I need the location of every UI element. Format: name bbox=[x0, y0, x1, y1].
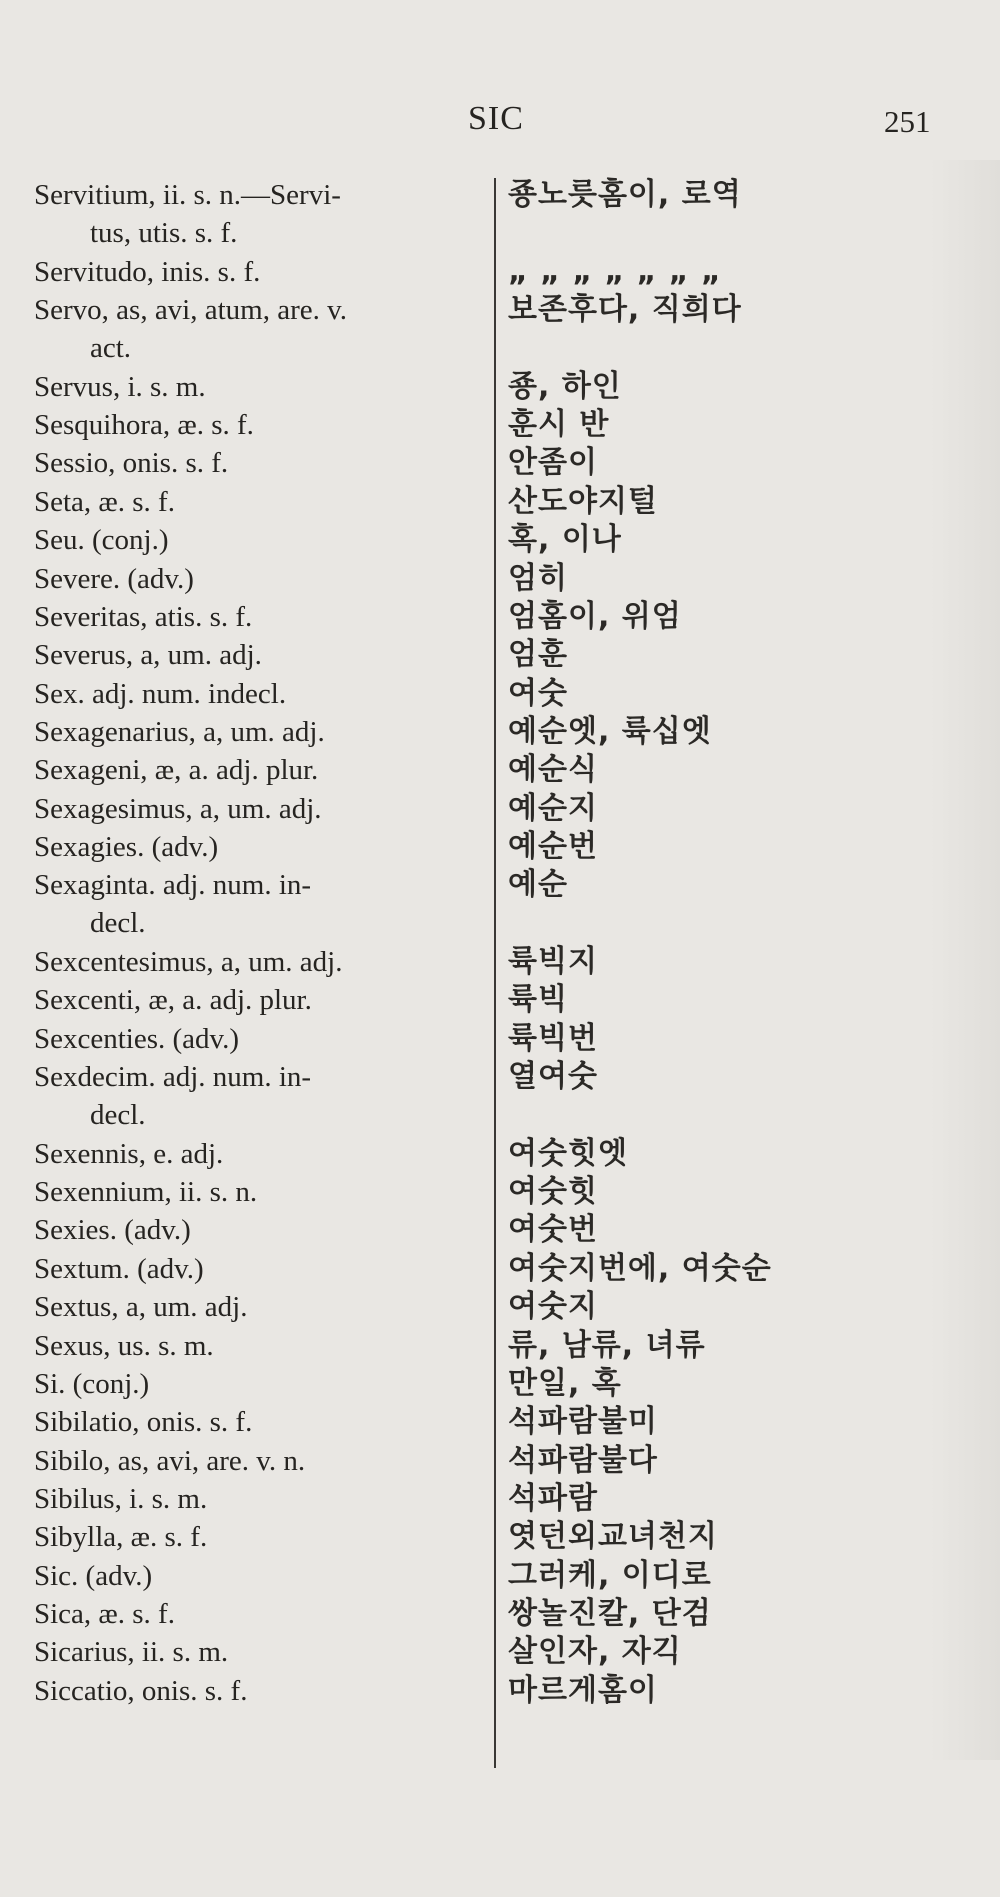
korean-definition: 엄홈이, 위엄 bbox=[508, 598, 682, 634]
latin-headword bbox=[34, 790, 489, 828]
latin-text: Sex. adj. num. indecl. bbox=[34, 677, 287, 710]
latin-headword bbox=[34, 1633, 489, 1671]
latin-text: Sibilus, i. s. m. bbox=[34, 1482, 208, 1515]
korean-definition: 여숫힛엣 bbox=[508, 1135, 628, 1171]
korean-definition: 예순엣, 륙십엣 bbox=[508, 713, 712, 749]
latin-text: Sic. (adv.) bbox=[34, 1559, 153, 1592]
latin-headword bbox=[34, 1672, 489, 1710]
korean-definition: 산도야지털 bbox=[508, 483, 658, 519]
latin-text: Sica, æ. s. f. bbox=[34, 1597, 175, 1630]
latin-text: Seu. (conj.) bbox=[34, 524, 169, 557]
latin-text: Sexennis, e. adj. bbox=[34, 1137, 224, 1170]
latin-text: Servus, i. s. m. bbox=[34, 370, 206, 403]
korean-definition: 마르게홈이 bbox=[508, 1672, 658, 1708]
latin-text: Sexcenti, æ, a. adj. plur. bbox=[34, 984, 312, 1017]
latin-text: Sexagesimus, a, um. adj. bbox=[34, 792, 322, 825]
latin-headword bbox=[34, 598, 489, 636]
latin-text: Sesquihora, æ. s. f. bbox=[34, 409, 254, 442]
latin-continuation: decl. bbox=[90, 1099, 146, 1132]
korean-definition: 예순번 bbox=[508, 828, 598, 864]
korean-definition: 여숫지 bbox=[508, 1289, 598, 1325]
latin-text: Sicarius, ii. s. m. bbox=[34, 1636, 229, 1669]
latin-headword bbox=[34, 1211, 489, 1249]
korean-definition: 여숫힛 bbox=[508, 1174, 598, 1210]
latin-headword bbox=[34, 1365, 489, 1403]
latin-headword bbox=[34, 1327, 489, 1365]
korean-definition: 예순 bbox=[508, 867, 568, 903]
latin-text: Si. (conj.) bbox=[34, 1367, 150, 1400]
korean-definition: 죵노릇홈이, 로역 bbox=[508, 177, 742, 212]
korean-definition: 류, 남류, 녀류 bbox=[508, 1327, 706, 1363]
korean-definition: 여숫 bbox=[508, 675, 568, 711]
latin-text: Severus, a, um. adj. bbox=[34, 639, 262, 672]
korean-definition: 열여숫 bbox=[508, 1059, 598, 1095]
korean-definition: 그러케, 이디로 bbox=[508, 1557, 712, 1593]
latin-text: Sexageni, æ, a. adj. plur. bbox=[34, 754, 319, 787]
latin-headword bbox=[34, 1518, 489, 1556]
running-head: SIC bbox=[468, 100, 524, 137]
korean-definition: 석파람 bbox=[508, 1480, 598, 1516]
latin-headword bbox=[34, 1135, 489, 1173]
latin-headword bbox=[34, 1595, 489, 1633]
korean-definition: 살인자, 자긱 bbox=[508, 1634, 682, 1670]
korean-definition: 안좀이 bbox=[508, 445, 598, 481]
latin-text: Sexus, us. s. m. bbox=[34, 1329, 214, 1362]
latin-text: Sibylla, æ. s. f. bbox=[34, 1521, 208, 1554]
korean-definition: 여숫지번에, 여숫순 bbox=[508, 1250, 772, 1286]
korean-definition: 쌍놀진칼, 단검 bbox=[508, 1595, 712, 1631]
latin-text: Sexaginta. adj. num. in- bbox=[34, 869, 312, 902]
korean-definition: 혹, 이나 bbox=[508, 522, 622, 558]
korean-definition: 석파람불다 bbox=[508, 1442, 658, 1478]
korean-definition: 죵, 하인 bbox=[508, 368, 622, 404]
korean-definition: 륙빅번 bbox=[508, 1020, 598, 1056]
latin-continuation: act. bbox=[90, 332, 132, 365]
latin-text: Sessio, onis. s. f. bbox=[34, 447, 229, 480]
latin-text: Sibilo, as, avi, are. v. n. bbox=[34, 1444, 306, 1477]
korean-definition: 륙빅지 bbox=[508, 944, 598, 979]
latin-text: Sexies. (adv.) bbox=[34, 1214, 191, 1247]
latin-continuation: decl. bbox=[90, 907, 146, 940]
korean-definition: 엄훈 bbox=[508, 637, 568, 673]
korean-definition: 석파람불미 bbox=[508, 1404, 658, 1440]
latin-headword bbox=[34, 176, 489, 252]
latin-continuation: tus, utis. s. f. bbox=[90, 217, 238, 249]
korean-definition: 만일, 혹 bbox=[508, 1365, 622, 1401]
latin-headword bbox=[34, 943, 489, 981]
latin-text: Siccatio, onis. s. f. bbox=[34, 1674, 248, 1707]
latin-text: Severe. (adv.) bbox=[34, 562, 194, 595]
latin-headword bbox=[34, 406, 489, 444]
latin-text: Sexdecim. adj. num. in- bbox=[34, 1061, 312, 1094]
latin-headword bbox=[34, 1480, 489, 1518]
latin-headword bbox=[34, 1020, 489, 1058]
korean-definition: 훈시 반 bbox=[508, 407, 610, 443]
latin-headword bbox=[34, 828, 489, 866]
latin-headword bbox=[34, 483, 489, 521]
latin-headword bbox=[34, 981, 489, 1019]
latin-headword bbox=[34, 1058, 489, 1134]
latin-text: Sexcenties. (adv.) bbox=[34, 1022, 240, 1055]
latin-text: Sextus, a, um. adj. bbox=[34, 1291, 248, 1324]
latin-headword bbox=[34, 1557, 489, 1595]
korean-definition: „ „ „ „ „ „ „ bbox=[508, 253, 722, 289]
latin-text: Sextum. (adv.) bbox=[34, 1252, 204, 1285]
korean-definition: 엄히 bbox=[508, 560, 568, 596]
korean-definition: 엿던외교녀천지 bbox=[508, 1519, 718, 1555]
page-number: 251 bbox=[884, 104, 931, 139]
latin-headword bbox=[34, 1403, 489, 1441]
column-divider bbox=[494, 178, 496, 1768]
latin-headword bbox=[34, 521, 489, 559]
korean-definition: 륙빅 bbox=[508, 982, 568, 1018]
korean-definition: 예순지 bbox=[508, 790, 598, 826]
korean-definition: 보존후다, 직희다 bbox=[508, 292, 742, 328]
latin-headword bbox=[34, 1442, 489, 1480]
korean-definition: 여숫번 bbox=[508, 1212, 598, 1248]
latin-headword bbox=[34, 368, 489, 406]
latin-headword bbox=[34, 1288, 489, 1326]
latin-headword bbox=[34, 1250, 489, 1288]
latin-headword bbox=[34, 751, 489, 789]
korean-definition: 예순식 bbox=[508, 752, 598, 788]
latin-text: Sexcentesimus, a, um. adj. bbox=[34, 946, 343, 978]
latin-headword bbox=[34, 713, 489, 751]
latin-headword bbox=[34, 1173, 489, 1211]
latin-headword bbox=[34, 253, 489, 291]
latin-headword bbox=[34, 560, 489, 598]
latin-text: Sexagenarius, a, um. adj. bbox=[34, 715, 325, 748]
latin-headword bbox=[34, 636, 489, 674]
latin-headword bbox=[34, 866, 489, 942]
latin-text: Sibilatio, onis. s. f. bbox=[34, 1406, 253, 1439]
latin-headword bbox=[34, 291, 489, 367]
latin-text: Seta, æ. s. f. bbox=[34, 485, 175, 518]
latin-text: Servitudo, inis. s. f. bbox=[34, 255, 261, 288]
latin-text: Sexagies. (adv.) bbox=[34, 830, 219, 863]
latin-headword bbox=[34, 675, 489, 713]
latin-text: Servo, as, avi, atum, are. v. bbox=[34, 294, 347, 327]
latin-text: Severitas, atis. s. f. bbox=[34, 600, 253, 633]
latin-text: Sexennium, ii. s. n. bbox=[34, 1176, 258, 1209]
latin-text: Servitium, ii. s. n.—Servi- bbox=[34, 179, 341, 211]
latin-headword bbox=[34, 444, 489, 482]
